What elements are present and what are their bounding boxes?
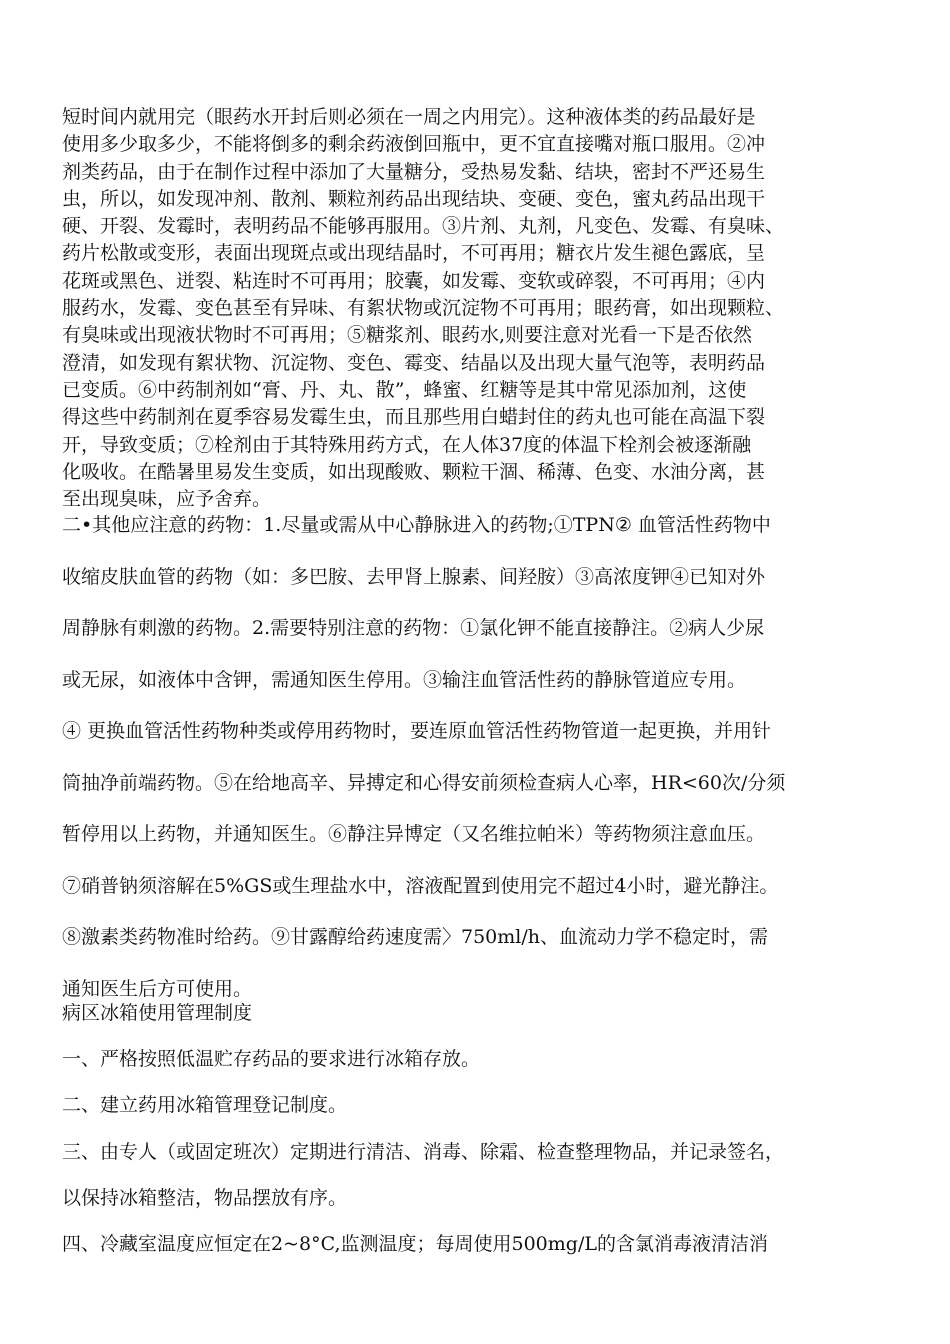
text-line: 化吸收。在酷暑里易发生变质，如出现酸败、颗粒干涸、稀薄、色变、水油分离，甚 (62, 460, 766, 483)
section-heading: 病区冰箱使用管理制度 (62, 1002, 253, 1024)
list-item: 四、冷藏室温度应恒定在2~8°C,监测温度；每周使用500mg/L的含氯消毒液清洁消 (62, 1232, 768, 1255)
text-line: 至出现臭味，应予舍弃。 (62, 488, 272, 511)
list-item: 一、严格按照低温贮存药品的要求进行冰箱存放。 (62, 1048, 481, 1071)
list-item: 三、由专人（或固定班次）定期进行清洁、消毒、除霜、检查整理物品，并记录签名， (62, 1140, 785, 1163)
text-line: 服药水，发霉、变色甚至有异味、有絮状物或沉淀物不可再用；眼药膏，如出现颗粒、 (62, 297, 785, 320)
text-line: 硬、开裂、发霉时，表明药品不能够再服用。③片剂、丸剂，凡变色、发霉、有臭味、 (62, 215, 785, 238)
text-line: 得这些中药制剂在夏季容易发霉生虫，而且那些用白蜡封住的药丸也可能在高温下裂 (62, 406, 766, 429)
text-line: 通知医生后方可使用。 (62, 977, 253, 1000)
text-line: 筒抽净前端药物。⑤在给地高辛、异搏定和心得安前须检查病人心率，HR<60次/分须 (62, 771, 786, 794)
text-line: 短时间内就用完（眼药水开封后则必须在一周之内用完）。这种液体类的药品最好是 (62, 106, 756, 128)
text-line: 开，导致变质；⑦栓剂由于其特殊用药方式，在人体37度的体温下栓剂会被逐渐融 (62, 433, 752, 456)
text-line: 已变质。⑥中药制剂如“膏、丹、丸、散”，蜂蜜、红糖等是其中常见添加剂，这使 (62, 378, 747, 401)
text-line: ⑦硝普钠须溶解在5%GS或生理盐水中，溶液配置到使用完不超过4小时，避光静注。 (62, 874, 779, 897)
text-line: 周静脉有刺激的药物。2.需要特别注意的药物：①氯化钾不能直接静注。②病人少尿 (62, 617, 765, 639)
paragraph-drug-storage (62, 104, 892, 513)
text-line: 药片松散或变形，表面出现斑点或出现结晶时，不可再用；糖衣片发生褪色露底，呈 (62, 242, 766, 265)
text-line: 暂停用以上药物，并通知医生。⑥静注异博定（又名维拉帕米）等药物须注意血压。 (62, 823, 766, 845)
list-item-continued: 以保持冰箱整洁，物品摆放有序。 (62, 1186, 348, 1209)
text-line: 剂类药品，由于在制作过程中添加了大量糖分，受热易发黏、结块，密封不严还易生 (62, 160, 766, 183)
text-line: 澄清，如发现有絮状物、沉淀物、变色、霉变、结晶以及出现大量气泡等，表明药品 (62, 351, 766, 374)
text-line: 或无尿，如液体中含钾，需通知医生停用。③输注血管活性药的静脉管道应专用。 (62, 668, 747, 691)
text-line: 使用多少取多少，不能将倒多的剩余药液倒回瓶中，更不宜直接嘴对瓶口服用。②冲 (62, 133, 766, 156)
list-item: 二、建立药用冰箱管理登记制度。 (62, 1094, 348, 1117)
paragraph-other-drugs (62, 500, 892, 1015)
text-line: 有臭味或出现液状物时不可再用；⑤糖浆剂、眼药水,则要注意对光看一下是否依然 (62, 324, 753, 347)
text-line: ④ 更换血管活性药物种类或停用药物时，要连原血管活性药物管道一起更换，并用针 (62, 720, 772, 742)
text-line: 虫，所以，如发现冲剂、散剂、颗粒剂药品出现结块、变硬、变色，蜜丸药品出现干 (62, 187, 766, 210)
text-line: ⑧激素类药物准时给药。⑨甘露醇给药速度需〉750ml/h、血流动力学不稳定时，需 (62, 926, 768, 948)
section-fridge-management (62, 990, 892, 1267)
text-line: 花斑或黑色、迸裂、粘连时不可再用；胶囊，如发霉、变软或碎裂，不可再用；④内 (62, 269, 766, 292)
text-line: 二•其他应注意的药物：1.尽量或需从中心静脉进入的药物;①TPN② 血管活性药物中 (62, 514, 771, 536)
text-line: 收缩皮肤血管的药物（如：多巴胺、去甲肾上腺素、间羟胺）③高浓度钾④已知对外 (62, 565, 766, 588)
